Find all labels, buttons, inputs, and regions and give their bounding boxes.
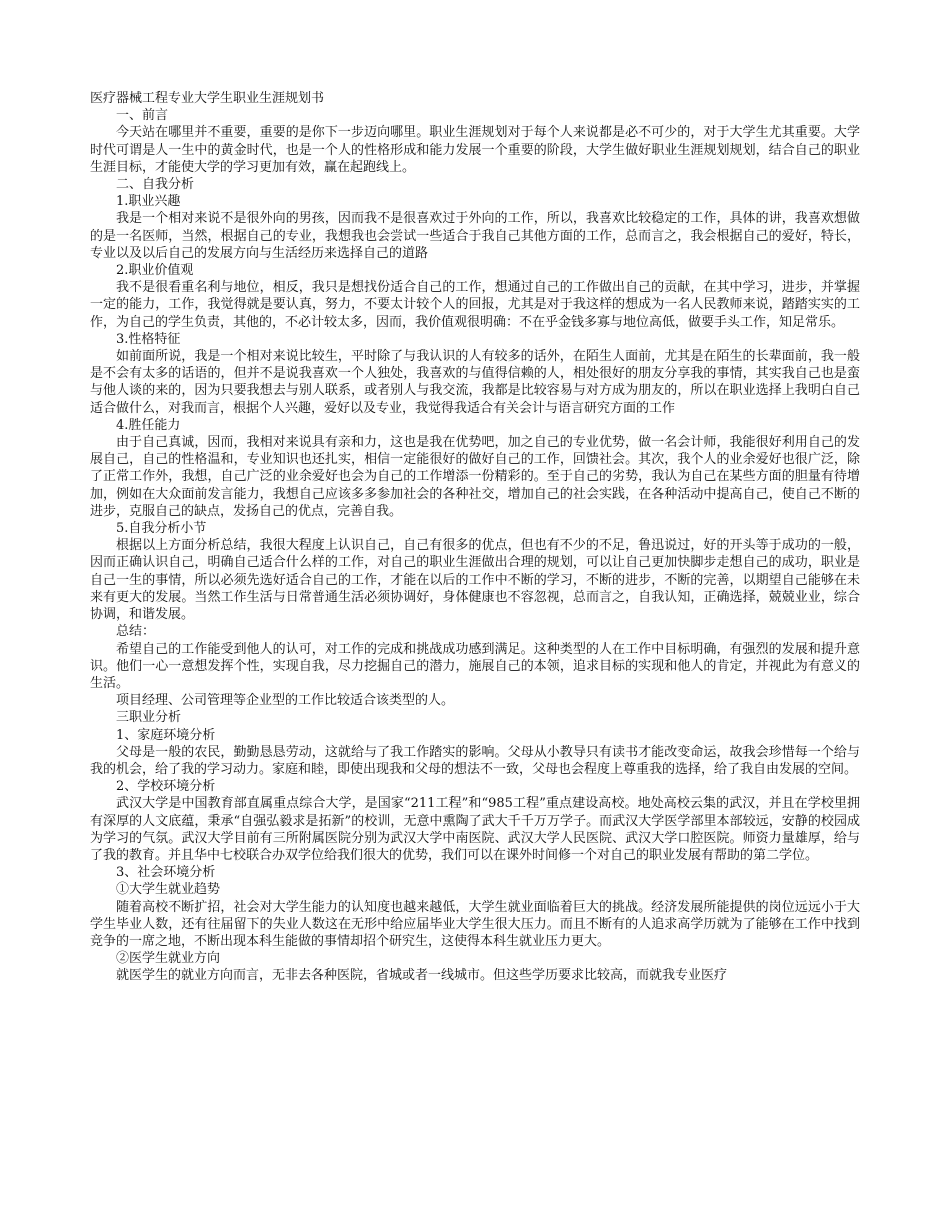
paragraph-self-analysis-summary: 根据以上方面分析总结，我很大程度上认识自己，自己有很多的优点，但也有不少的不足，鲁迅说过，好的开头等于成功的一般，因而正确认识自己，明确自己适合什么样的工作，对自己的职业生涯做出合理的规划，可以让自己更加快脚步走想自己的成功，职业是自己一生的事情，所以必须先选好适合自己的工作，才能在以后的工作中不断的学习，不断的进步，不断的完善，以期望自己能够在未来有更大的发展。当然工作生活与日常普通生活必须协调好，身体健康也不容忽视，总而言之，自我认知，正确选择，兢兢业业，综合协调，和谐发展。 (90, 538, 860, 623)
paragraph-employment-trend: 随着高校不断扩招，社会对大学生能力的认知度也越来越低，大学生就业面临着巨大的挑战。经济发展所能提供的岗位远远小于大学生毕业人数，还有往届留下的失业人数这在无形中给应届毕业大学生很大压力。而且不断有的人追求高学历就为了能够在工作中找到竞争的一席之地，不断出现本科生能做的事情却招个研究生，这使得本科生就业压力更大。 (90, 899, 860, 949)
subheading-career-values: 2.职业价值观 (116, 263, 194, 279)
paragraph-suitable-jobs: 项目经理、公司管理等企业型的工作比较适合该类型的人。 (116, 693, 455, 709)
document-title: 医疗器械工程专业大学生职业生涯规划书 (90, 91, 325, 106)
subheading-conclusion: 总结： (116, 624, 156, 640)
paragraph-career-values: 我不是很看重名利与地位，相反，我只是想找份适合自己的工作，想通过自己的工作做出自己的贡献，在其中学习，进步，并掌握一定的能力，工作，我觉得就是要认真，努力，不要太计较个人的回报，尤其是对于我这样的想成为一名人民教师来说，踏踏实实的工作，为自己的学生负责，其他的，不必计较太多，因而，我价值观很明确：不在乎金钱多寡与地位高低，做要手头工作，知足常乐。 (90, 280, 860, 330)
paragraph-preface: 今天站在哪里并不重要，重要的是你下一步迈向哪里。职业生涯规划对于每个人来说都是必不可少的，对于大学生尤其重要。大学时代可谓是人一生中的黄金时代，也是一个人的性格形成和能力发展一个重要的阶段，大学生做好职业生涯规划规划，结合自己的职业生涯目标，才能使大学的学习更加有效，赢在起跑线上。 (90, 125, 860, 175)
subheading-medical-employment: ②医学生就业方向 (116, 951, 221, 967)
section-heading-self-analysis: 二、自我分析 (116, 177, 195, 193)
subheading-school-environment: 2、学校环境分析 (116, 779, 216, 795)
section-heading-career-analysis: 三职业分析 (116, 710, 182, 726)
paragraph-conclusion: 希望自己的工作能受到他人的认可，对工作的完成和挑战成功感到满足。这种类型的人在工作中目标明确，有强烈的发展和提升意识。他们一心一意想发挥个性，实现自我，尽力挖掘自己的潜力，施展自己的本领，追求目标的实现和他人的肯定，并视此为有意义的生活。 (90, 641, 860, 691)
subheading-career-interest: 1.职业兴趣 (116, 194, 181, 210)
subheading-competence: 4.胜任能力 (116, 417, 181, 433)
paragraph-competence: 由于自己真诚，因而，我相对来说具有亲和力，这也是我在优势吧，加之自己的专业优势，做一名会计师，我能很好利用自己的发展自己，自己的性格温和，专业知识也还扎实，相信一定能很好的做好自己的工作，回馈社会。其次，我个人的业余爱好也很广泛，除了正常工作外，我想，自己广泛的业余爱好也会为自己的工作增添一份精彩的。至于自己的劣势，我认为自己在某些方面的胆量有待增加，例如在大众面前发言能力，我想自己应该多多参加社会的各种社交，增加自己的社会实践，在各种活动中提高自己，使自己不断的进步，克服自己的缺点，发扬自己的优点，完善自我。 (90, 435, 860, 519)
subheading-family-environment: 1、家庭环境分析 (116, 727, 216, 743)
subheading-employment-trend: ①大学生就业趋势 (116, 882, 221, 898)
section-heading-preface: 一、前言 (116, 108, 169, 124)
subheading-self-analysis-summary: 5.自我分析小节 (116, 521, 207, 537)
paragraph-career-interest: 我是一个相对来说不是很外向的男孩，因而我不是很喜欢过于外向的工作，所以，我喜欢比较稳定的工作，具体的讲，我喜欢想做的是一名医师，当然，根据自己的专业，我想我也会尝试一些适合于我自己其他方面的工作，总而言之，我会根据自己的爱好，特长，专业以及以后自己的发展方向与生活经历来选择自己的道路 (90, 211, 860, 261)
subheading-personality: 3.性格特征 (116, 331, 181, 347)
paragraph-school-environment: 武汉大学是中国教育部直属重点综合大学，是国家“211工程”和“985工程”重点建设高校。地处高校云集的武汉，并且在学校里拥有深厚的人文底蕴，秉承“自强弘毅求是拓新”的校训，无意中熏陶了武大千千万万学子。而武汉大学医学部里本部较远，安静的校园成为学习的气氛。武汉大学目前有三所附属医院分别为武汉大学中南医院、武汉大学人民医院、武汉大学口腔医院。师资力量雄厚，给与了我的教育。并且华中七校联合办双学位给我们很大的优势，我们可以在课外时间修一个对自己的职业发展有帮助的第二学位。 (90, 796, 860, 863)
paragraph-personality: 如前面所说，我是一个相对来说比较生，平时除了与我认识的人有较多的话外，在陌生人面前，尤其是在陌生的长辈面前，我一般是不会有太多的话语的，但并不是说我喜欢一个人独处，我喜欢的与值得信赖的人，相处很好的朋友分享我的事情，其实我自己也是蛮与他人谈的来的，因为只要我想去与别人联系，或者别人与我交流，我都是比较容易与对方成为朋友的，所以在职业选择上我明白自己适合做什么，对我而言，根据个人兴趣，爱好以及专业，我觉得我适合有关会计与语言研究方面的工作 (90, 349, 860, 416)
paragraph-family-environment: 父母是一般的农民，勤勤恳恳劳动，这就给与了我工作踏实的影响。父母从小教导只有读书才能改变命运，故我会珍惜每一个给与我的机会，给了我的学习动力。家庭和睦，即使出现我和父母的想法不一致，父母也会程度上尊重我的选择，给了我自由发展的空间。 (90, 744, 860, 777)
subheading-social-environment: 3、社会环境分析 (116, 865, 216, 881)
paragraph-medical-employment: 就医学生的就业方向而言，无非去各种医院，省城或者一线城市。但这些学历要求比较高，而就我专业医疗 (116, 968, 728, 984)
document-page (90, 90, 860, 985)
